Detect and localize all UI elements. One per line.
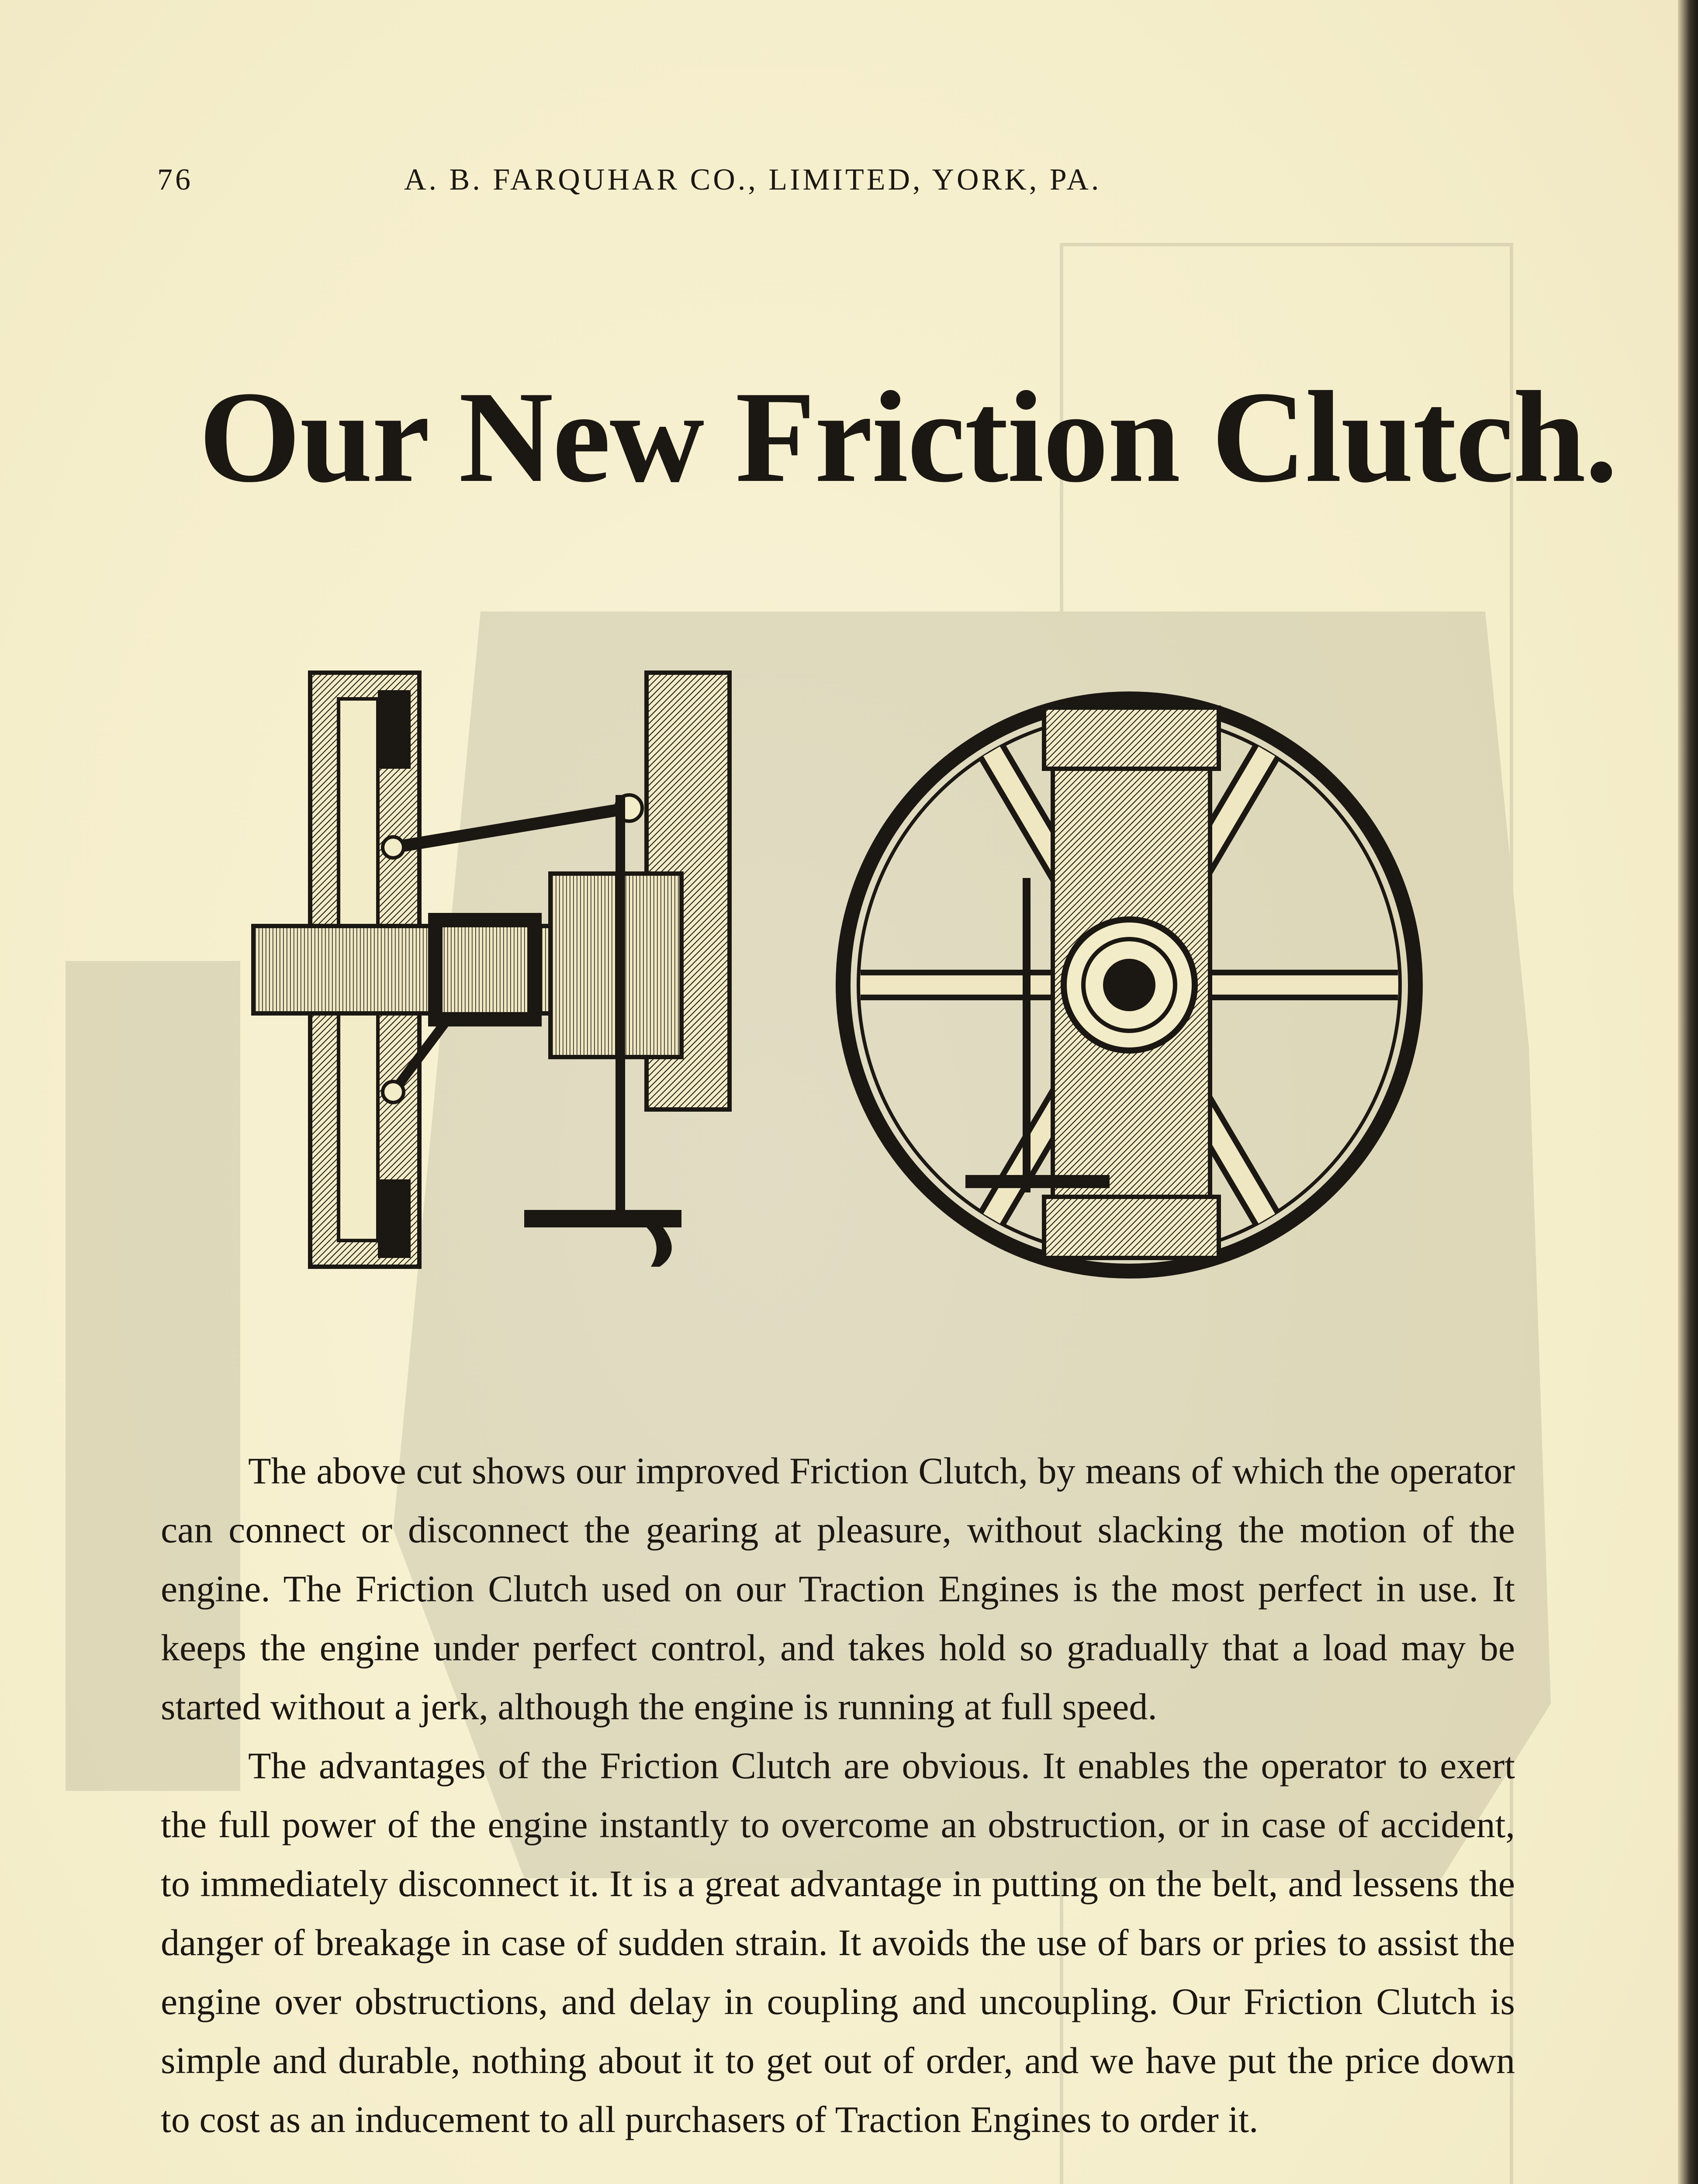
paragraph-2: The advantages of the Friction Clutch are obvious. It enables the operator to exert the full power of the engine instantly to overcome an obstruction, or in case of accident, to immediately disconnect it. It is a great advantage in putting on the belt, and lessens the danger of breakage in case of sudden strain. It avoids the use of bars or pries to assist the engine over obstructions, and delay in coupling and uncoupling. Our Friction Clutch is simple and durable, nothing about it to get out of order, and we have put the price down to cost as an inducement to all purchasers of Traction Engines to order it. [161, 1745, 1515, 2140]
page-title: Our New Friction Clutch. [199, 364, 1617, 509]
friction-clutch-side-view-illustration [245, 664, 769, 1275]
friction-clutch-flywheel-end-view-illustration [834, 681, 1424, 1289]
paragraph-1: The above cut shows our improved Friction Clutch, by means of which the operator can connect or disconnect the gearing at pleasure, without slacking the motion of the engine. The Friction Clutch used on our Traction Engines is the most perfect in use. It keeps the engine under perfect control, and takes hold so gradually that a load may be started without a jerk, although the engine is running at full speed. [161, 1450, 1515, 1728]
page-number: 76 [157, 163, 193, 197]
body-text [161, 1441, 1515, 2149]
page-edge-shadow [1678, 0, 1698, 2184]
page-header [157, 162, 1511, 211]
running-head: A. B. FARQUHAR CO., LIMITED, YORK, PA. [404, 163, 1102, 197]
